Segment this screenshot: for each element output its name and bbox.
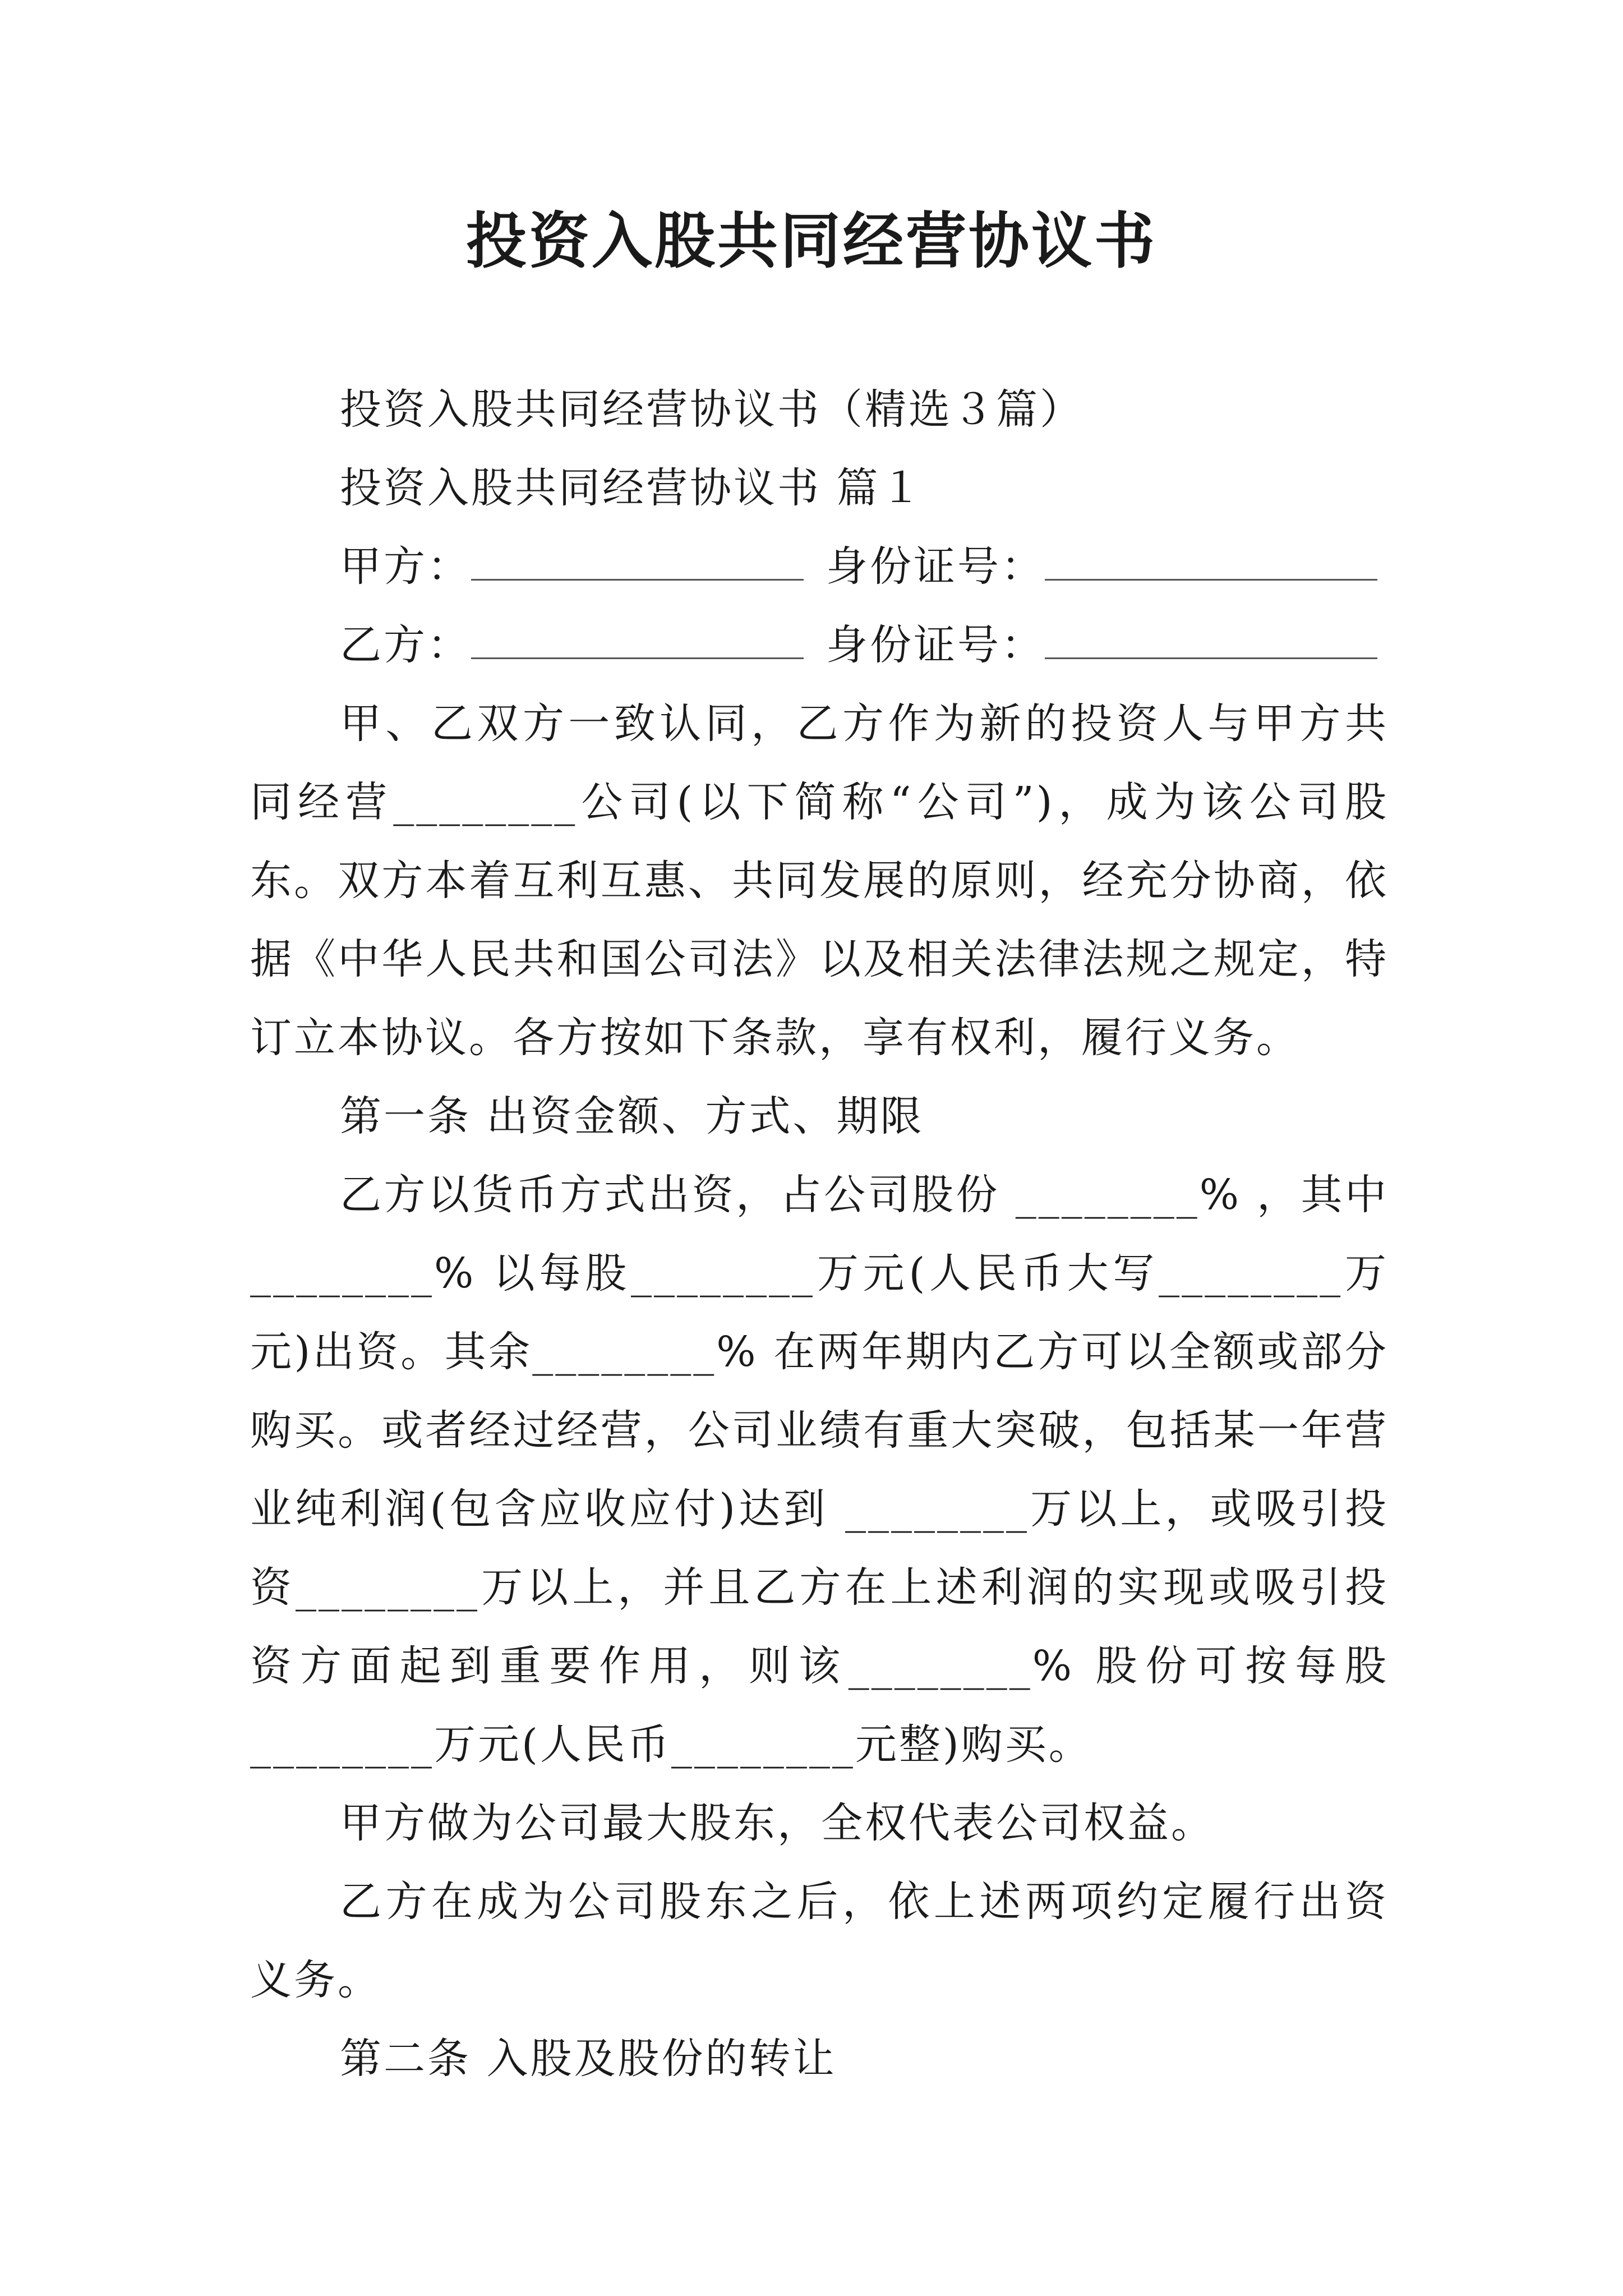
section-heading: 投资入股共同经营协议书 篇１: [340, 464, 924, 512]
document-title: 投资入股共同经营协议书: [465, 206, 1157, 277]
paragraph-party-b-obligation: 乙方在成为公司股东之后，依上述两项约定履行出资义务。: [250, 1878, 1389, 2004]
document-subtitle: 投资入股共同经营协议书（精选３篇）: [340, 385, 1083, 434]
party-b-label: 乙方：: [340, 621, 471, 669]
party-a-label: 甲方：: [340, 542, 471, 591]
article-1-heading: 第一条 出资金额、方式、期限: [340, 1092, 924, 1140]
party-b-id-label: 身份证号：: [826, 621, 1045, 669]
party-b-name-blank: [471, 624, 804, 659]
party-b-line: [250, 606, 1389, 684]
document-body: [250, 370, 1389, 2098]
party-a-name-blank: [471, 545, 804, 581]
party-a-id-blank: [1045, 545, 1377, 581]
article-2-heading: 第二条 入股及股份的转让: [340, 2035, 837, 2083]
paragraph-intro: 甲、乙双方一致认同，乙方作为新的投资人与甲方共同经营________公司(以下简称“公司”)，成为该公司股东。双方本着互利互惠、共同发展的原则，经充分协商，依据《中华人民共和国公司法》以及相关法律法规之规定，特订立本协议。各方按如下条款，享有权利，履行义务。: [250, 700, 1389, 1062]
paragraph-article-1: 乙方以货币方式出资，占公司股份 ________% ，其中________% 以每股________万元(人民币大写________万元)出资。其余________% 在两年期内乙方可以全额或部分购买。或者经过经营，公司业绩有重大突破，包括某一年营业纯利润(包含应收应付)达到 ________万以上，或吸引投资________万以上，并且乙方在上述利润的实现或吸引投资方面起到重要作用，则该________% 股份可按每股________万元(人民币________元整)购买。: [250, 1171, 1389, 1769]
party-b-id-blank: [1045, 624, 1377, 659]
party-a-line: [250, 527, 1389, 606]
party-a-id-label: 身份证号：: [826, 542, 1045, 591]
paragraph-party-a-role: 甲方做为公司最大股东，全权代表公司权益。: [340, 1799, 1215, 1847]
